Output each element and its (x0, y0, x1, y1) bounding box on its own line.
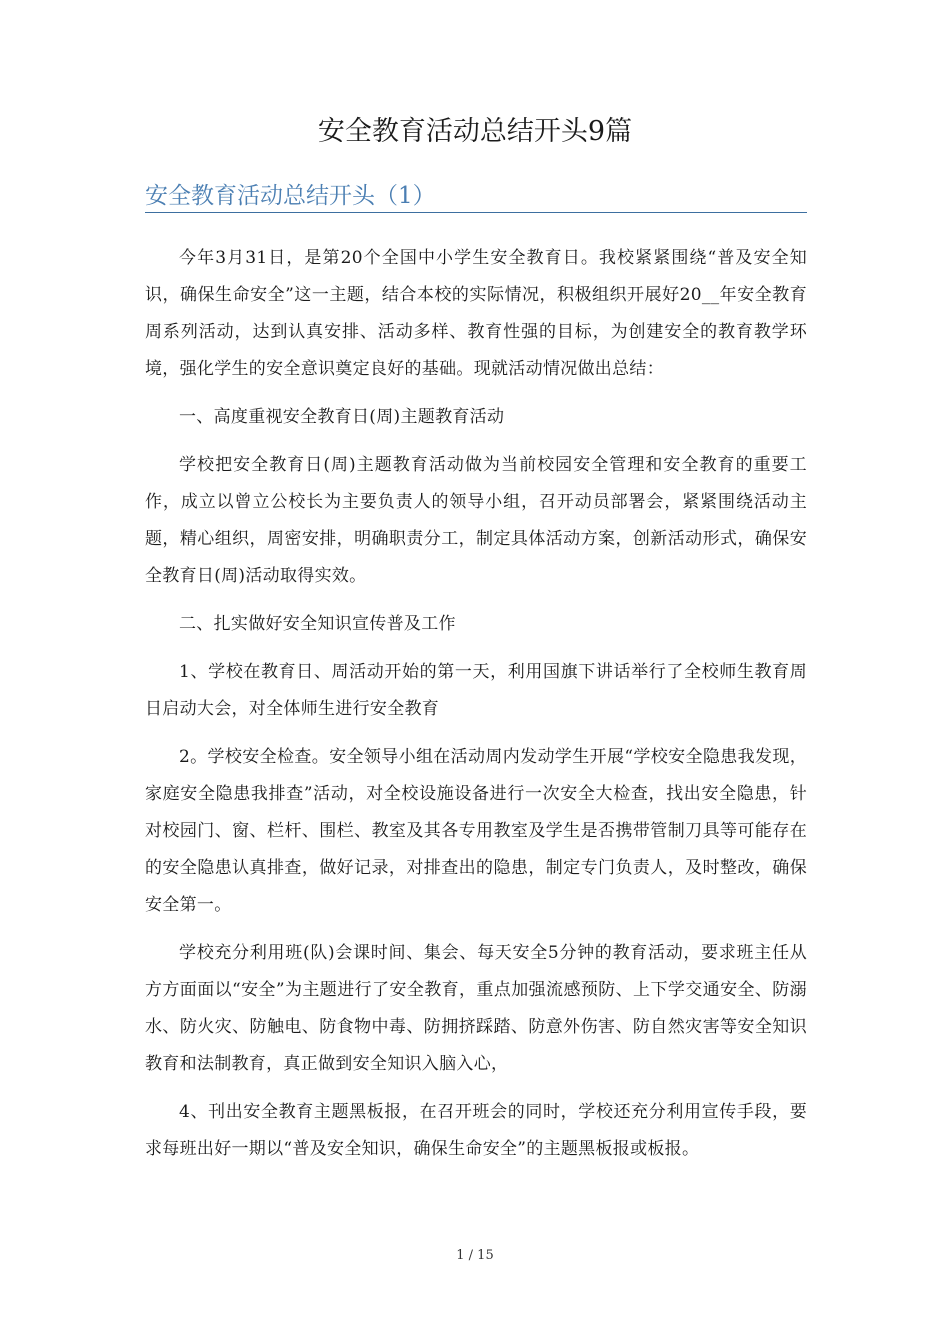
paragraph-leadership: 学校把安全教育日(周)主题教育活动做为当前校园安全管理和安全教育的重要工作，成立以曾立公校长为主要负责人的领导小组，召开动员部署会，紧紧围绕活动主题，精心组织，周密安排，明确职责分工，制定具体活动方案，创新活动形式，确保安全教育日(周)活动取得实效。 (145, 455, 807, 586)
paragraph-item-1: 1、学校在教育日、周活动开始的第一天，利用国旗下讲话举行了全校师生教育周日启动大会，对全体师生进行安全教育 (145, 662, 807, 719)
section-heading: 安全教育活动总结开头（1） (145, 178, 807, 213)
document-body (145, 240, 807, 1179)
paragraph-item-4: 4、刊出安全教育主题黑板报，在召开班会的同时，学校还充分利用宣传手段，要求每班出好一期以“普及安全知识，确保生命安全”的主题黑板报或板报。 (145, 1102, 807, 1159)
paragraph-heading-one: 一、高度重视安全教育日(周)主题教育活动 (179, 407, 505, 427)
page-number: 1 / 15 (456, 1248, 494, 1263)
paragraph-item-2: 2。学校安全检查。安全领导小组在活动周内发动学生开展“学校安全隐患我发现，家庭安全隐患我排查”活动，对全校设施设备进行一次安全大检查，找出安全隐患，针对校园门、窗、栏杆、围栏、教室及其各专用教室及学生是否携带管制刀具等可能存在的安全隐患认真排查，做好记录，对排查出的隐患，制定专门负责人，及时整改，确保安全第一。 (145, 747, 807, 915)
paragraph-heading-two: 二、扎实做好安全知识宣传普及工作 (179, 614, 456, 634)
paragraph-intro: 今年3月31日，是第20个全国中小学生安全教育日。我校紧紧围绕“普及安全知识，确保生命安全”这一主题，结合本校的实际情况，积极组织开展好20__年安全教育周系列活动，达到认真安排、活动多样、教育性强的目标，为创建安全的教育教学环境，强化学生的安全意识奠定良好的基础。现就活动情况做出总结： (145, 248, 807, 379)
page-title: 安全教育活动总结开头9篇 (317, 116, 633, 147)
paragraph-class-meetings: 学校充分利用班(队)会课时间、集会、每天安全5分钟的教育活动，要求班主任从方方面面以“安全”为主题进行了安全教育，重点加强流感预防、上下学交通安全、防溺水、防火灾、防触电、防食物中毒、防拥挤踩踏、防意外伤害、防自然灾害等安全知识教育和法制教育，真正做到安全知识入脑入心， (145, 943, 807, 1074)
